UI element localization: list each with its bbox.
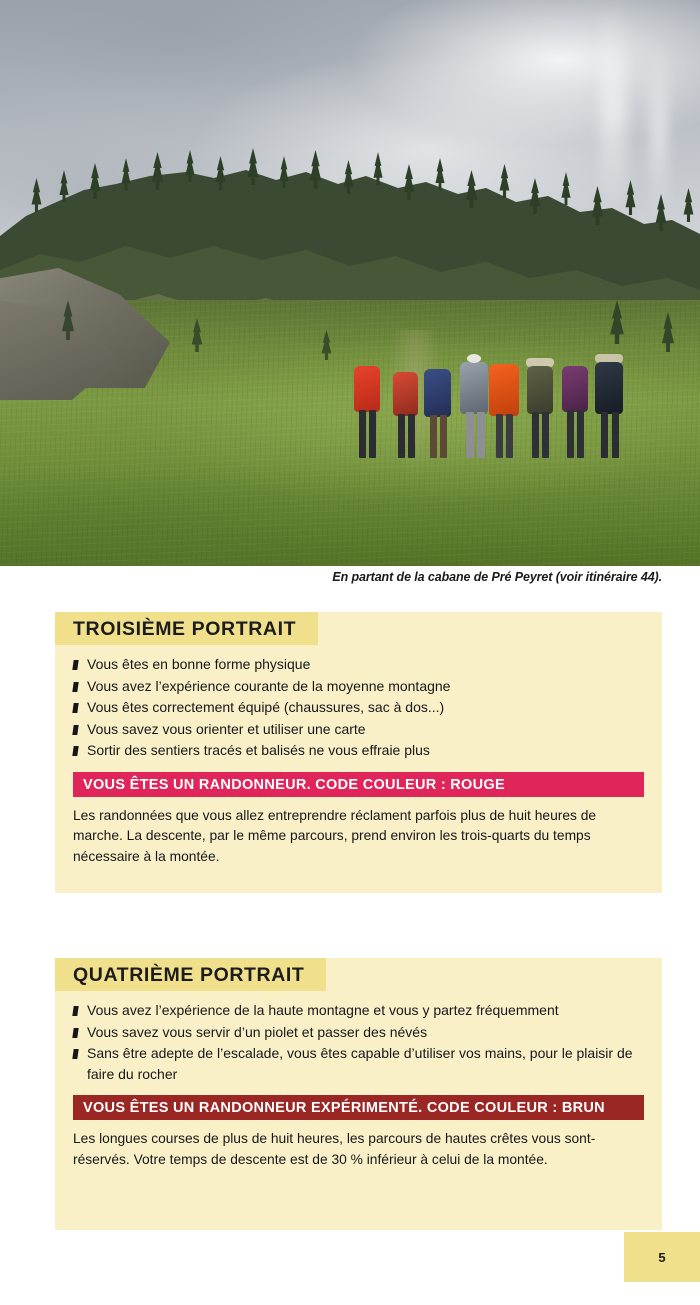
color-code-banner-rouge: VOUS ÊTES UN RANDONNEUR. CODE COULEUR : ROUGE [73,772,644,797]
backpack-red [354,366,380,412]
hiker [457,356,491,458]
hiker [487,364,521,458]
block-bottom-spacer [55,1170,662,1230]
page-number: 5 [658,1249,666,1265]
criteria-list [55,654,662,761]
photo-caption: En partant de la cabane de Pré Peyret (voir itinéraire 44). [332,570,662,584]
hiker [524,362,556,458]
hiker [392,372,420,458]
hiker [423,369,453,458]
color-code-banner-brun: VOUS ÊTES UN RANDONNEUR EXPÉRIMENTÉ. CODE COULEUR : BRUN [73,1095,644,1120]
backpack-olive [527,366,553,414]
hero-photograph [0,0,700,566]
portrait-section-quatrieme [55,958,662,1230]
hiker [592,358,626,458]
list-item: Vous êtes en bonne forme physique [73,654,644,675]
criteria-list [55,1000,662,1084]
list-item: Vous avez l’expérience de la haute montagne et vous y partez fréquemment [73,1000,644,1021]
list-item: Vous êtes correctement équipé (chaussures, sac à dos...) [73,697,644,718]
list-item: Sans être adepte de l’escalade, vous êtes capable d’utiliser vos mains, pour le plaisir de faire du rocher [73,1043,644,1084]
section-paragraph: Les randonnées que vous allez entreprendre réclament parfois plus de huit heures de marche. La descente, par le même parcours, prend environ les trois-quarts du temps nécessaire à la montée. [73,807,597,864]
backpack-red [393,372,418,416]
backpack-purple [562,366,588,412]
hat-white [467,354,481,363]
backpack-orange [489,364,519,416]
page-number-box [624,1232,700,1282]
section-heading-row [55,612,662,645]
portrait-section-troisieme [55,612,662,893]
list-item: Sortir des sentiers tracés et balisés ne vous effraie plus [73,740,644,761]
hiker [560,366,590,458]
hiker [352,366,382,458]
list-item: Vous avez l’expérience courante de la moyenne montagne [73,676,644,697]
backpack-blue [424,369,451,417]
section-heading-row [55,958,662,991]
list-item: Vous savez vous servir d’un piolet et passer des névés [73,1022,644,1043]
section-heading: TROISIÈME PORTRAIT [55,612,318,645]
list-item: Vous savez vous orienter et utiliser une carte [73,719,644,740]
block-bottom-spacer [55,867,662,893]
backpack-dark [595,362,623,414]
section-heading: QUATRIÈME PORTRAIT [55,958,326,991]
section-paragraph: Les longues courses de plus de huit heures, les parcours de hautes crêtes vous sont-réservés. Votre temps de descente est de 30 % inférieur à celui de la montée. [73,1131,596,1167]
backpack-gray [460,362,488,414]
